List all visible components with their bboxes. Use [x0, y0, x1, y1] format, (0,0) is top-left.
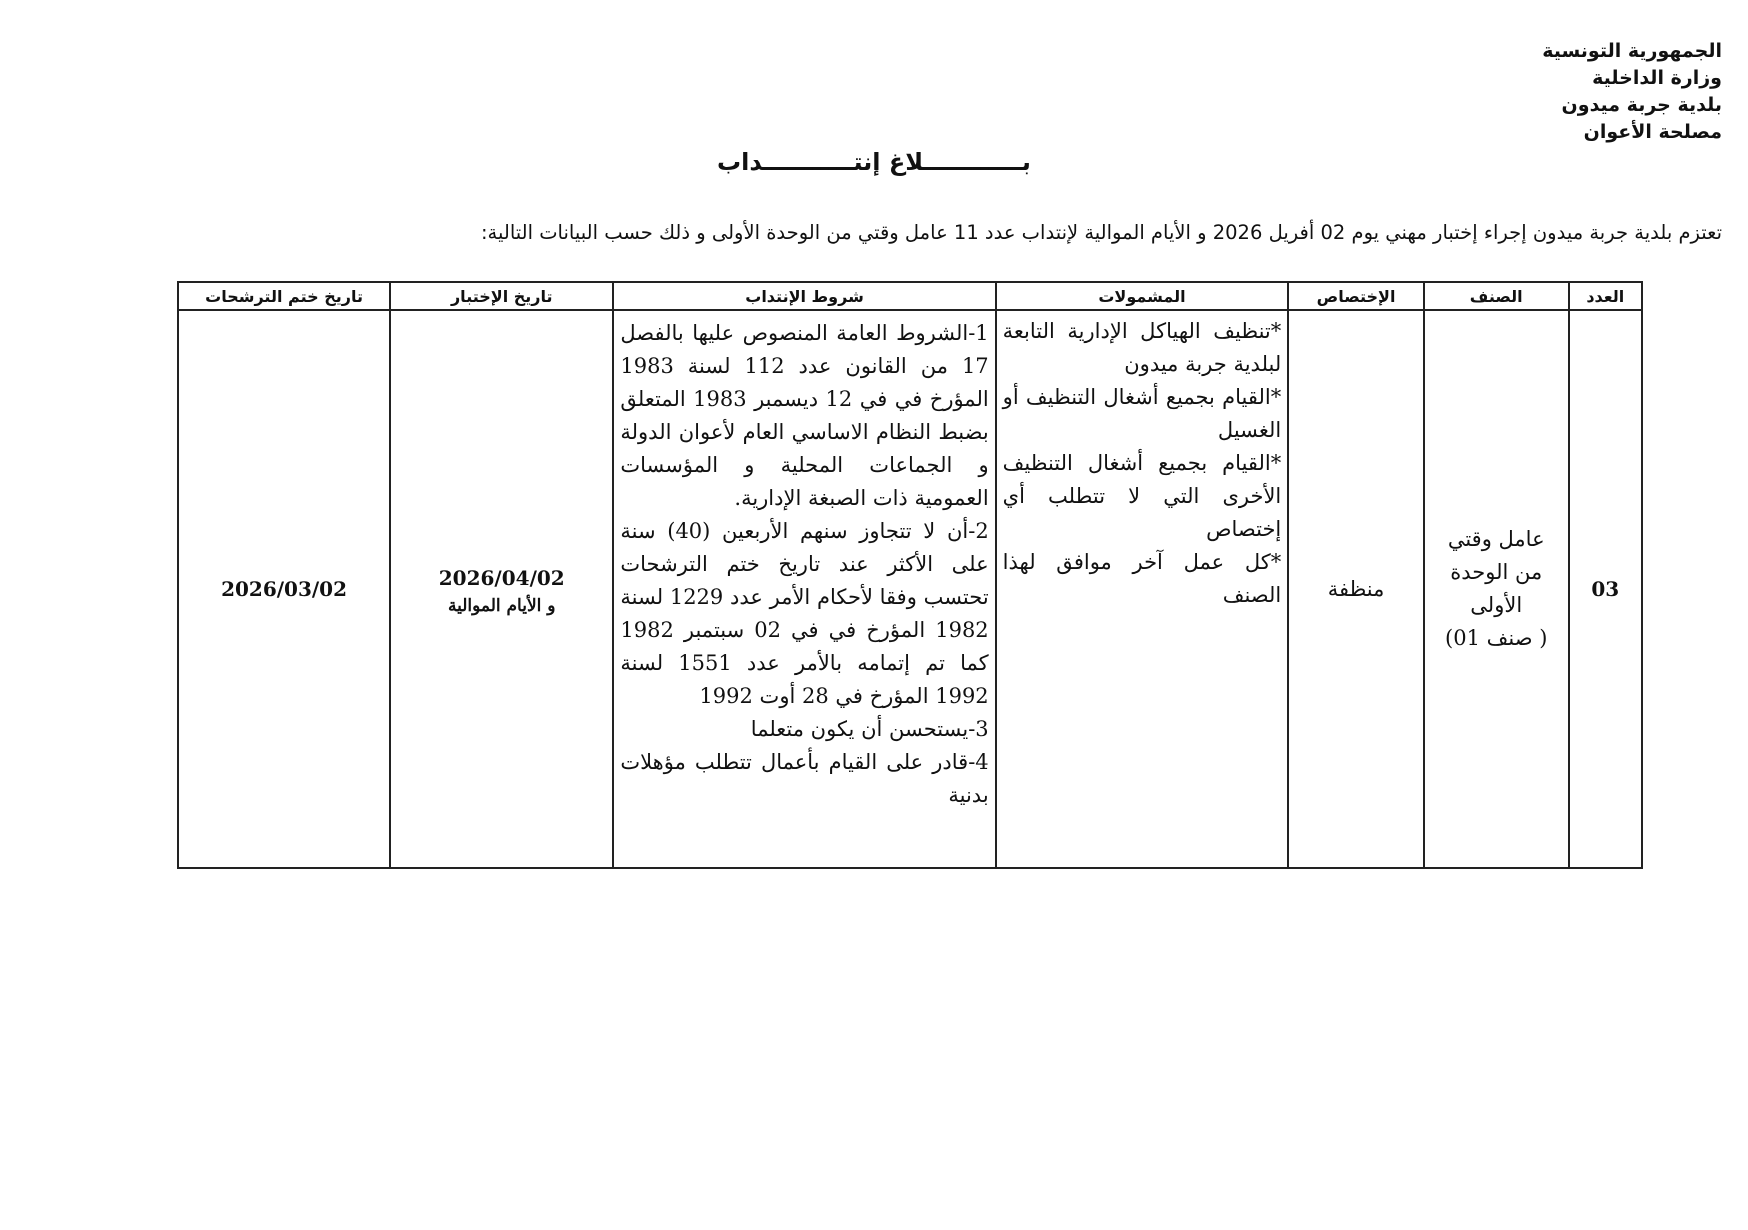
duty-item: *القيام بجميع أشغال التنظيف الأخرى التي لا تتطلب أي إختصاص: [1002, 451, 1282, 541]
cell-duties: [996, 310, 1289, 868]
letterhead: [1542, 38, 1722, 146]
letterhead-ministry: وزارة الداخلية: [1592, 67, 1722, 89]
document-title: بــــــــــــلاغ إنتـــــــــــداب: [717, 148, 1031, 176]
cell-conditions: [613, 310, 995, 868]
header-exam-date: تاريخ الإختبار: [390, 282, 613, 310]
duty-item: *تنظيف الهياكل الإدارية التابعة لبلدية جربة ميدون: [1002, 319, 1282, 376]
cell-count: 03: [1569, 310, 1642, 868]
cell-specialty: منظفة: [1288, 310, 1424, 868]
intro-paragraph: تعتزم بلدية جربة ميدون إجراء إختبار مهني يوم 02 أفريل 2026 و الأيام الموالية لإنتداب عدد 11 عامل وقتي من الوحدة الأولى و ذلك حسب البيانات التالية:: [480, 221, 1722, 244]
letterhead-department: مصلحة الأعوان: [1583, 121, 1722, 143]
header-count: العدد: [1569, 282, 1642, 310]
cell-exam-date: [390, 310, 613, 868]
grade-line: عامل وقتي: [1447, 527, 1545, 551]
header-duties: المشمولات: [996, 282, 1289, 310]
letterhead-municipality: بلدية جربة ميدون: [1561, 94, 1722, 116]
grade-line: ( صنف 01): [1445, 626, 1548, 650]
header-deadline: تاريخ ختم الترشحات: [178, 282, 390, 310]
grade-line: الأولى: [1470, 593, 1523, 617]
table-header-row: [178, 282, 1642, 310]
condition-item: 3-يستحسن أن يكون متعلما: [750, 717, 989, 741]
condition-item: 2-أن لا تتجاوز سنهم الأربعين (40) سنة على الأكثر عند تاريخ ختم الترشحات تحتسب وفقا لأحكام الأمر عدد 1229 لسنة 1982 المؤرخ في في 02 سبتمبر 1982 كما تم إتمامه بالأمر عدد 1551 لسنة 1992 المؤرخ في 28 أوت 1992: [620, 519, 989, 708]
duty-item: *كل عمل آخر موافق لهذا الصنف: [1002, 550, 1282, 607]
cell-deadline: 2026/03/02: [178, 310, 390, 868]
table-row: [178, 310, 1642, 868]
letterhead-republic: الجمهورية التونسية: [1542, 40, 1722, 62]
exam-date: 2026/04/02: [438, 565, 565, 590]
condition-item: 4-قادر على القيام بأعمال تتطلب مؤهلات بدنية: [620, 750, 989, 807]
header-grade: الصنف: [1424, 282, 1569, 310]
duty-item: *القيام بجميع أشغال التنظيف أو الغسيل: [1002, 385, 1282, 442]
cell-grade: [1424, 310, 1569, 868]
grade-line: من الوحدة: [1450, 560, 1543, 584]
recruitment-table-wrapper: [177, 281, 1643, 869]
header-specialty: الإختصاص: [1288, 282, 1424, 310]
exam-date-note: و الأيام الموالية: [447, 595, 556, 616]
recruitment-table: [177, 281, 1643, 869]
header-conditions: شروط الإنتداب: [613, 282, 995, 310]
condition-item: 1-الشروط العامة المنصوص عليها بالفصل 17 من القانون عدد 112 لسنة 1983 المؤرخ في في 12 ديسمبر 1983 المتعلق بضبط النظام الاساسي العام لأعوان الدولة و الجماعات المحلية و المؤسسات العمومية ذات الصبغة الإدارية.: [620, 321, 989, 510]
